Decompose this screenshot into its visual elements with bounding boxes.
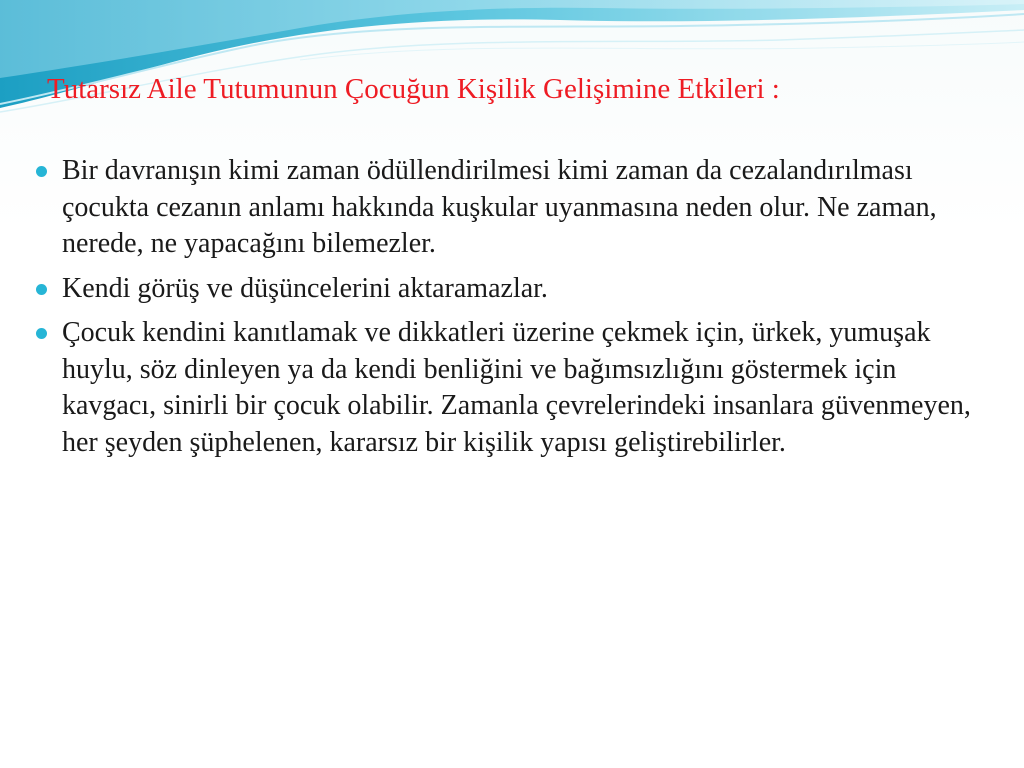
bullet-icon bbox=[36, 284, 47, 295]
wave-line-3 bbox=[300, 42, 1024, 60]
bullet-text: Kendi görüş ve düşüncelerini aktaramazlar. bbox=[62, 272, 548, 304]
bullet-icon bbox=[36, 166, 47, 177]
list-item bbox=[36, 153, 996, 263]
bullet-list bbox=[36, 153, 996, 469]
slide-title: Tutarsız Aile Tutumunun Çocuğun Kişilik Gelişimine Etkileri : bbox=[47, 73, 780, 105]
list-item bbox=[36, 315, 996, 461]
list-item bbox=[36, 271, 996, 308]
bullet-text: Çocuk kendini kanıtlamak ve dikkatleri üzerine çekmek için, ürkek, yumuşak huylu, söz dinleyen ya da kendi benliğini ve bağımsızlığını göstermek için kavgacı, sinirli bir çocuk olabilir. Zamanla çevrelerindeki insanlara güvenmeyen, her şeyden şüphelenen, kararsız bir kişilik yapısı geliştirebilirler. bbox=[62, 317, 971, 458]
bullet-icon bbox=[36, 328, 47, 339]
bullet-text: Bir davranışın kimi zaman ödüllendirilmesi kimi zaman da cezalandırılması çocukta cezanın anlamı hakkında kuşkular uyanmasına neden olur. Ne zaman, nerede, ne yapacağını bilemezler. bbox=[62, 155, 937, 259]
